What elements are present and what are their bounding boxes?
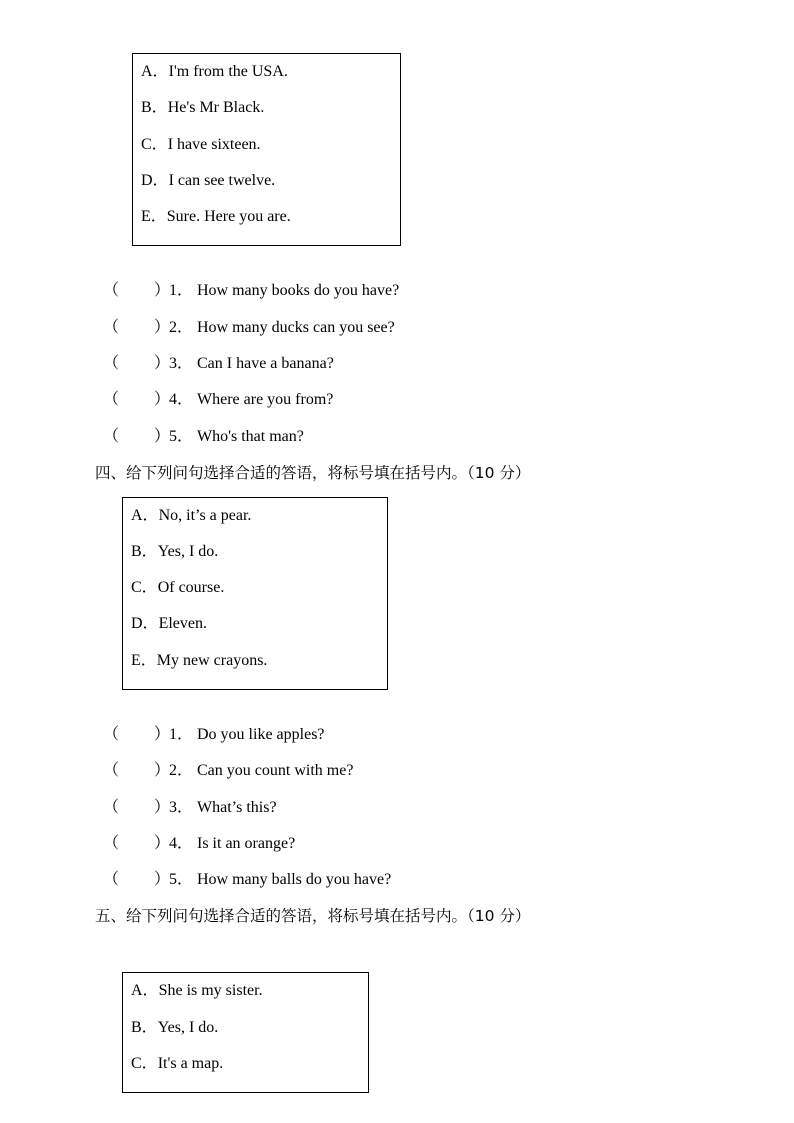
answer-blank-close: ）: [154, 762, 171, 779]
answer-blank-close: ）: [154, 428, 171, 445]
box2-option-c: C．Of course.: [131, 579, 225, 596]
question-number: 2．: [169, 762, 194, 779]
box1-option-b: B．He's Mr Black.: [141, 99, 265, 116]
answer-blank-open[interactable]: （: [103, 319, 120, 336]
section-4-heading: 四、给下列问句选择合适的答语，将标号填在括号内。（10 分）: [95, 464, 531, 482]
box1-option-a: A．I'm from the USA.: [141, 63, 288, 80]
question-number: 1．: [169, 726, 194, 743]
question-text: Is it an orange?: [197, 835, 296, 852]
answer-blank-close: ）: [154, 835, 171, 852]
answer-blank-open[interactable]: （: [103, 428, 120, 445]
question-number: 3．: [169, 355, 194, 372]
box2-option-a: A．No, it’s a pear.: [131, 507, 252, 524]
question-number: 4．: [169, 835, 194, 852]
question-number: 1．: [169, 282, 194, 299]
answer-blank-open[interactable]: （: [103, 871, 120, 888]
box3-option-a: A．She is my sister.: [131, 982, 263, 999]
question-text: What’s this?: [197, 799, 277, 816]
answer-blank-open[interactable]: （: [103, 799, 120, 816]
question-text: Do you like apples?: [197, 726, 325, 743]
answer-blank-close: ）: [154, 726, 171, 743]
answer-blank-open[interactable]: （: [103, 762, 120, 779]
question-text: Who's that man?: [197, 428, 304, 445]
answer-blank-close: ）: [154, 282, 171, 299]
box1-option-e: E．Sure. Here you are.: [141, 208, 291, 225]
answer-blank-open[interactable]: （: [103, 282, 120, 299]
box2-option-d: D．Eleven.: [131, 615, 207, 632]
box3-option-b: B．Yes, I do.: [131, 1019, 219, 1036]
answer-blank-close: ）: [154, 391, 171, 408]
question-text: Can you count with me?: [197, 762, 354, 779]
question-number: 5．: [169, 428, 194, 445]
box1-option-c: C．I have sixteen.: [141, 136, 261, 153]
answer-blank-open[interactable]: （: [103, 391, 120, 408]
question-text: Can I have a banana?: [197, 355, 334, 372]
answer-blank-open[interactable]: （: [103, 726, 120, 743]
question-number: 3．: [169, 799, 194, 816]
question-number: 2．: [169, 319, 194, 336]
question-text: How many balls do you have?: [197, 871, 392, 888]
answer-blank-open[interactable]: （: [103, 355, 120, 372]
answer-blank-close: ）: [154, 871, 171, 888]
answer-blank-close: ）: [154, 799, 171, 816]
box1-option-d: D．I can see twelve.: [141, 172, 276, 189]
box3-option-c: C．It's a map.: [131, 1055, 224, 1072]
question-number: 5．: [169, 871, 194, 888]
question-number: 4．: [169, 391, 194, 408]
section-5-heading: 五、给下列问句选择合适的答语，将标号填在括号内。（10 分）: [95, 907, 531, 925]
question-text: Where are you from?: [197, 391, 334, 408]
answer-blank-open[interactable]: （: [103, 835, 120, 852]
box2-option-e: E．My new crayons.: [131, 652, 268, 669]
question-text: How many ducks can you see?: [197, 319, 395, 336]
answer-blank-close: ）: [154, 355, 171, 372]
answer-blank-close: ）: [154, 319, 171, 336]
question-text: How many books do you have?: [197, 282, 400, 299]
box2-option-b: B．Yes, I do.: [131, 543, 219, 560]
